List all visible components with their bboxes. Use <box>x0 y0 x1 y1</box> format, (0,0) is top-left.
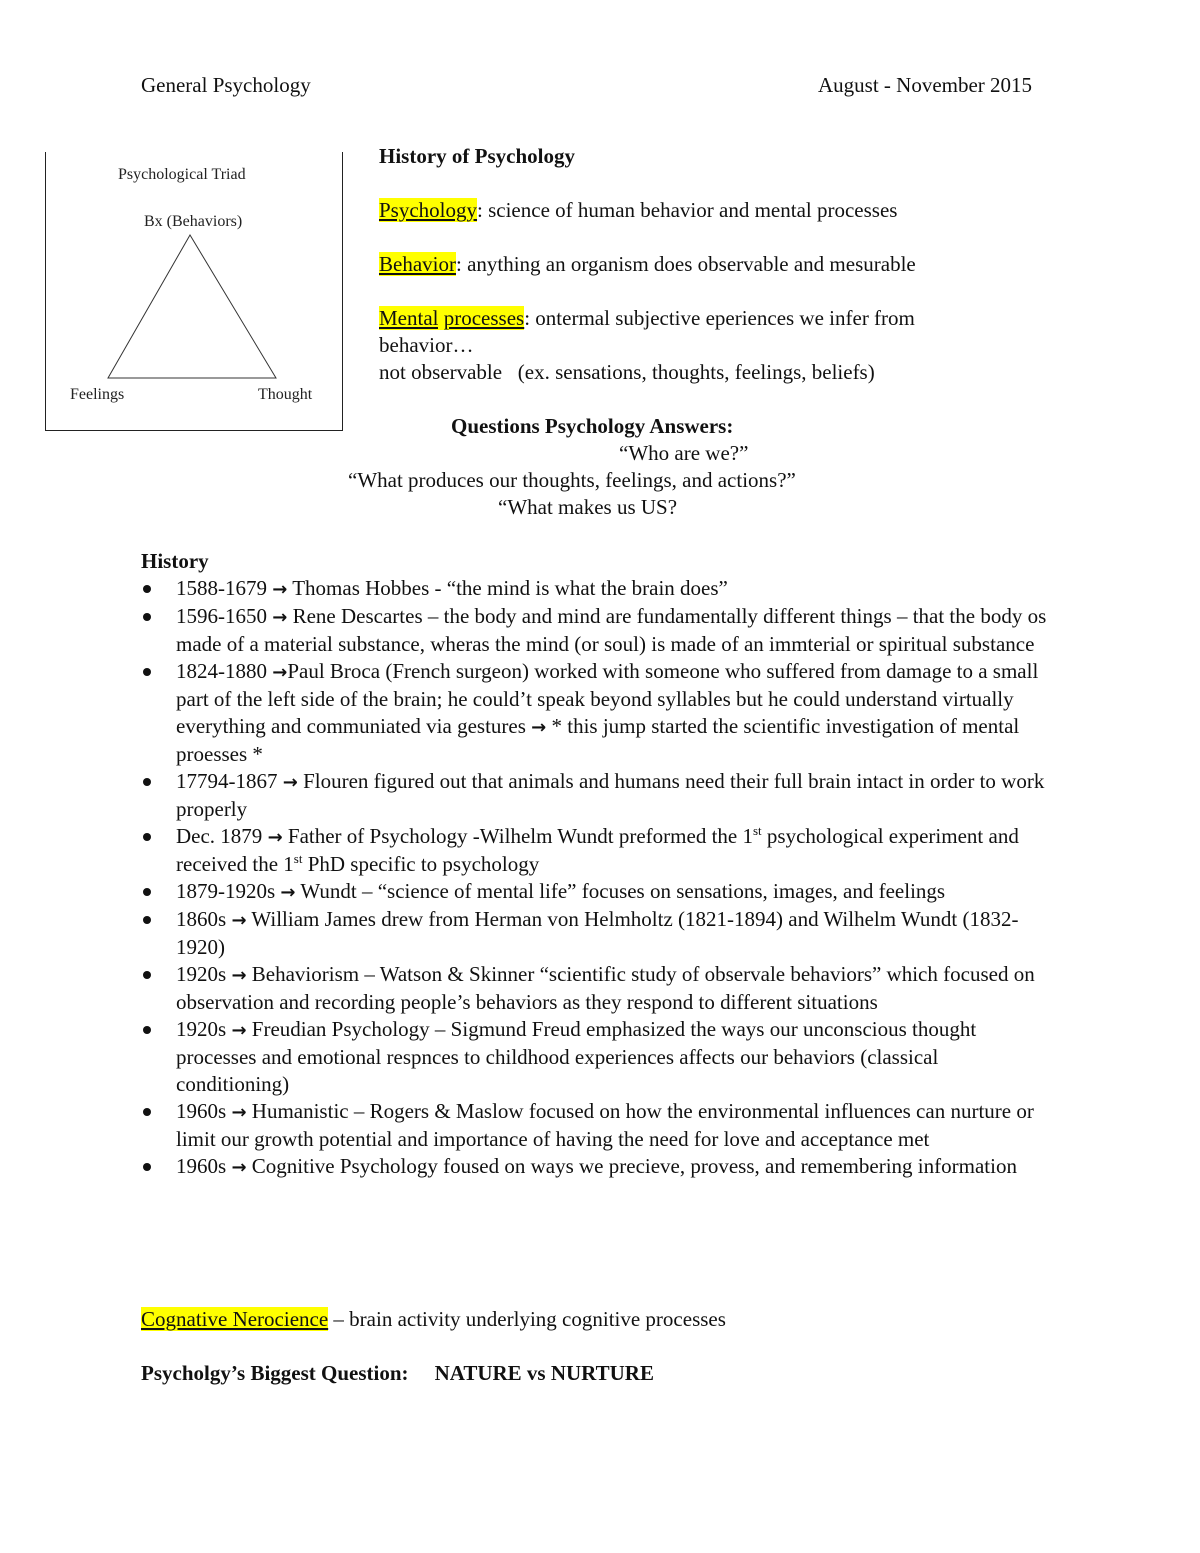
arrow-right-icon: → <box>282 772 298 793</box>
def-mental-line-3: not observable (ex. sensations, thoughts, feelings, beliefs) <box>379 360 875 384</box>
arrow-right-icon: → <box>231 1157 247 1178</box>
term-dates: August - November 2015 <box>818 73 1033 97</box>
psychological-triad-figure <box>45 152 343 431</box>
definition-mental-processes <box>379 305 1079 332</box>
biggest-question-label: Psycholgy’s Biggest Question: <box>141 1361 409 1385</box>
arrow-right-icon: → <box>231 965 247 986</box>
list-item: 1879-1920s → Wundt – “science of mental life” focuses on sensations, images, and feelings <box>141 878 1056 906</box>
list-item: 1860s → William James drew from Herman von Helmholtz (1821-1894) and Wilhelm Wundt (1832-1920) <box>141 906 1056 961</box>
triad-title: Psychological Triad <box>118 166 246 183</box>
def-mental-line-2: behavior… <box>379 333 474 357</box>
history-section <box>141 548 1061 1181</box>
history-list <box>141 575 1061 1181</box>
list-item: Dec. 1879 → Father of Psychology -Wilhelm Wundt preformed the 1st psychological experiment and received the 1st PhD specific to psychology <box>141 823 1056 878</box>
biggest-question-answer: NATURE vs NURTURE <box>434 1361 654 1385</box>
triad-left-label: Feelings <box>70 386 125 403</box>
triad-right-label: Thought <box>258 386 313 403</box>
def-psychology: : science of human behavior and mental processes <box>477 198 898 222</box>
term-mental: Mental <box>379 306 439 330</box>
arrow-right-icon: → <box>272 662 288 683</box>
question-2: “What produces our thoughts, feelings, and actions?” <box>348 468 796 492</box>
intro-definitions <box>379 143 1079 386</box>
definition-cognitive-neuroscience <box>141 1306 1061 1333</box>
arrow-right-icon: → <box>231 910 247 931</box>
questions-title: Questions Psychology Answers: <box>451 414 734 438</box>
list-item: 1960s → Cognitive Psychology foused on ways we precieve, provess, and remembering information <box>141 1153 1056 1181</box>
list-item: 1920s → Freudian Psychology – Sigmund Freud emphasized the ways our unconscious thought processes and emotional respnces to childhood experiences affects our behaviors (classical conditioning) <box>141 1016 1056 1098</box>
triad-top-label: Bx (Behaviors) <box>144 213 243 230</box>
term-processes: processes <box>443 306 525 330</box>
arrow-right-icon: → <box>231 1020 247 1041</box>
list-item: 1920s → Behaviorism – Watson & Skinner “scientific study of observale behaviors” which focused on observation and recording people’s behaviors as they respond to different situations <box>141 961 1056 1016</box>
question-3: “What makes us US? <box>498 495 678 519</box>
term-behavior: Behavior <box>379 252 456 276</box>
list-item: 17794-1867 → Flouren figured out that animals and humans need their full brain intact in order to work properly <box>141 768 1056 823</box>
def-behavior: : anything an organism does observable and mesurable <box>455 252 916 276</box>
term-psychology: Psychology <box>379 198 478 222</box>
arrow-right-icon: → <box>280 882 296 903</box>
list-item: 1588-1679 → Thomas Hobbes - “the mind is what the brain does” <box>141 575 1056 603</box>
arrow-right-icon: → <box>272 607 288 628</box>
def-mental-processes: : ontermal subjective eperiences we infer from <box>524 306 915 330</box>
course-title: General Psychology <box>141 73 311 97</box>
section-title: History of Psychology <box>379 144 575 168</box>
history-title: History <box>141 549 209 573</box>
definition-psychology <box>379 197 1079 224</box>
list-item: 1960s → Humanistic – Rogers & Maslow focused on how the environmental influences can nurture or limit our growth potential and importance of having the need for love and acceptance met <box>141 1098 1056 1153</box>
arrow-right-icon: → <box>267 827 283 848</box>
questions-block <box>141 413 1061 521</box>
arrow-right-icon: → <box>531 717 547 738</box>
biggest-question <box>141 1360 1061 1387</box>
closing-section <box>141 1306 1061 1387</box>
term-cognitive-neuroscience: Cognative Nerocience <box>141 1307 329 1331</box>
arrow-right-icon: → <box>231 1102 247 1123</box>
definition-behavior <box>379 251 1079 278</box>
list-item: 1824-1880 →Paul Broca (French surgeon) worked with someone who suffered from damage to a small part of the left side of the brain; he could’t speak beyond syllables but he could understand virtually everything and communiated via gestures → * this jump started the scientific investigation of mental proesses * <box>141 658 1056 768</box>
question-1: “Who are we?” <box>619 441 749 465</box>
def-cognitive-neuroscience: – brain activity underlying cognitive processes <box>328 1307 726 1331</box>
list-item: 1596-1650 → Rene Descartes – the body and mind are fundamentally different things – that the body os made of a material substance, wheras the mind (or soul) is made of an immterial or spiritual substance <box>141 603 1056 658</box>
arrow-right-icon: → <box>272 579 288 600</box>
